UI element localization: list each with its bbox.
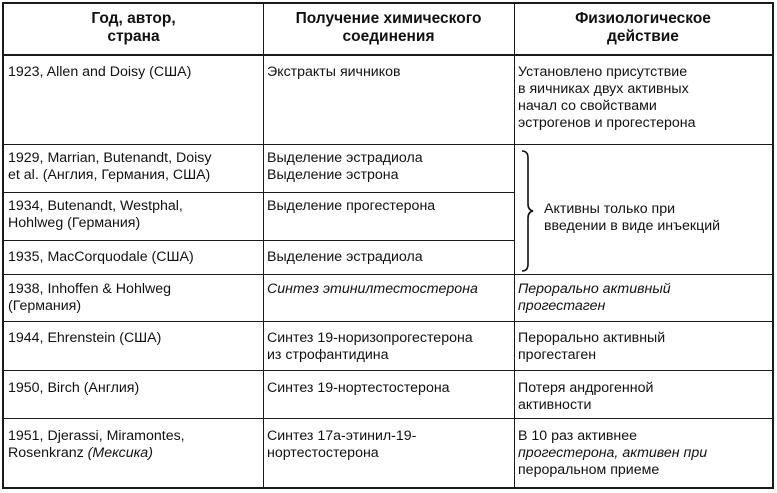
cell-effect: Установлено присутствие в яичниках двух активных начал со свойствами эстрогенов и прогестерона <box>518 64 696 131</box>
cell-compound: Выделение эстрадиола <box>267 249 423 265</box>
cell-compound: Выделение эстрадиола Выделение эстрона <box>267 150 423 183</box>
cell-effect-grouped: Активны только при введении в виде инъекций <box>544 201 721 234</box>
cell-author: 1934, Butenandt, Westphal, Hohlweg (Германия) <box>8 198 183 231</box>
row-divider <box>4 370 772 371</box>
cell-author: 1950, Birch (Англия) <box>8 380 140 396</box>
cell-compound: Выделение прогестерона <box>267 198 436 214</box>
cell-compound: Синтез 19-нортестостерона <box>267 380 450 396</box>
cell-compound: Экстракты яичников <box>267 64 401 80</box>
header-divider <box>4 54 772 56</box>
cell-compound: Синтез 17а-этинил-19- нортестостерона <box>267 428 417 461</box>
row-divider <box>4 192 514 193</box>
row-divider <box>4 144 772 145</box>
row-divider <box>4 240 514 241</box>
cell-compound: Синтез этинилтестостерона <box>267 281 478 297</box>
cell-compound: Синтез 19-норизопрогестерона из строфантидина <box>267 330 473 363</box>
cell-author: 1935, MacCorquodale (США) <box>8 249 194 265</box>
cell-author: 1951, Djerassi, Miramontes, Rosenkranz (Мексика) <box>8 428 185 461</box>
right-brace-icon <box>520 150 534 272</box>
cell-author: 1944, Ehrenstein (США) <box>8 330 162 346</box>
cell-effect: Перорально активный прогестаген <box>518 330 666 363</box>
cell-effect: Перорально активный прогестаген <box>518 281 671 314</box>
row-divider <box>4 321 772 322</box>
header-effect: Физиологическое действие <box>575 10 711 45</box>
cell-author: 1929, Marrian, Butenandt, Doisy et al. (Англия, Германия, США) <box>8 150 212 183</box>
cell-effect: В 10 раз активнее прогестерона, активен при пероральном приеме <box>518 428 708 478</box>
cell-effect: Потеря андрогенной активности <box>518 380 654 413</box>
history-table <box>2 2 774 489</box>
header-author: Год, автор, страна <box>91 10 176 45</box>
row-divider <box>4 274 772 275</box>
cell-author: 1938, Inhoffen & Hohlweg (Германия) <box>8 281 172 314</box>
header-compound: Получение химического соединения <box>295 10 482 45</box>
row-divider <box>4 418 772 419</box>
cell-author: 1923, Allen and Doisy (США) <box>8 64 192 80</box>
